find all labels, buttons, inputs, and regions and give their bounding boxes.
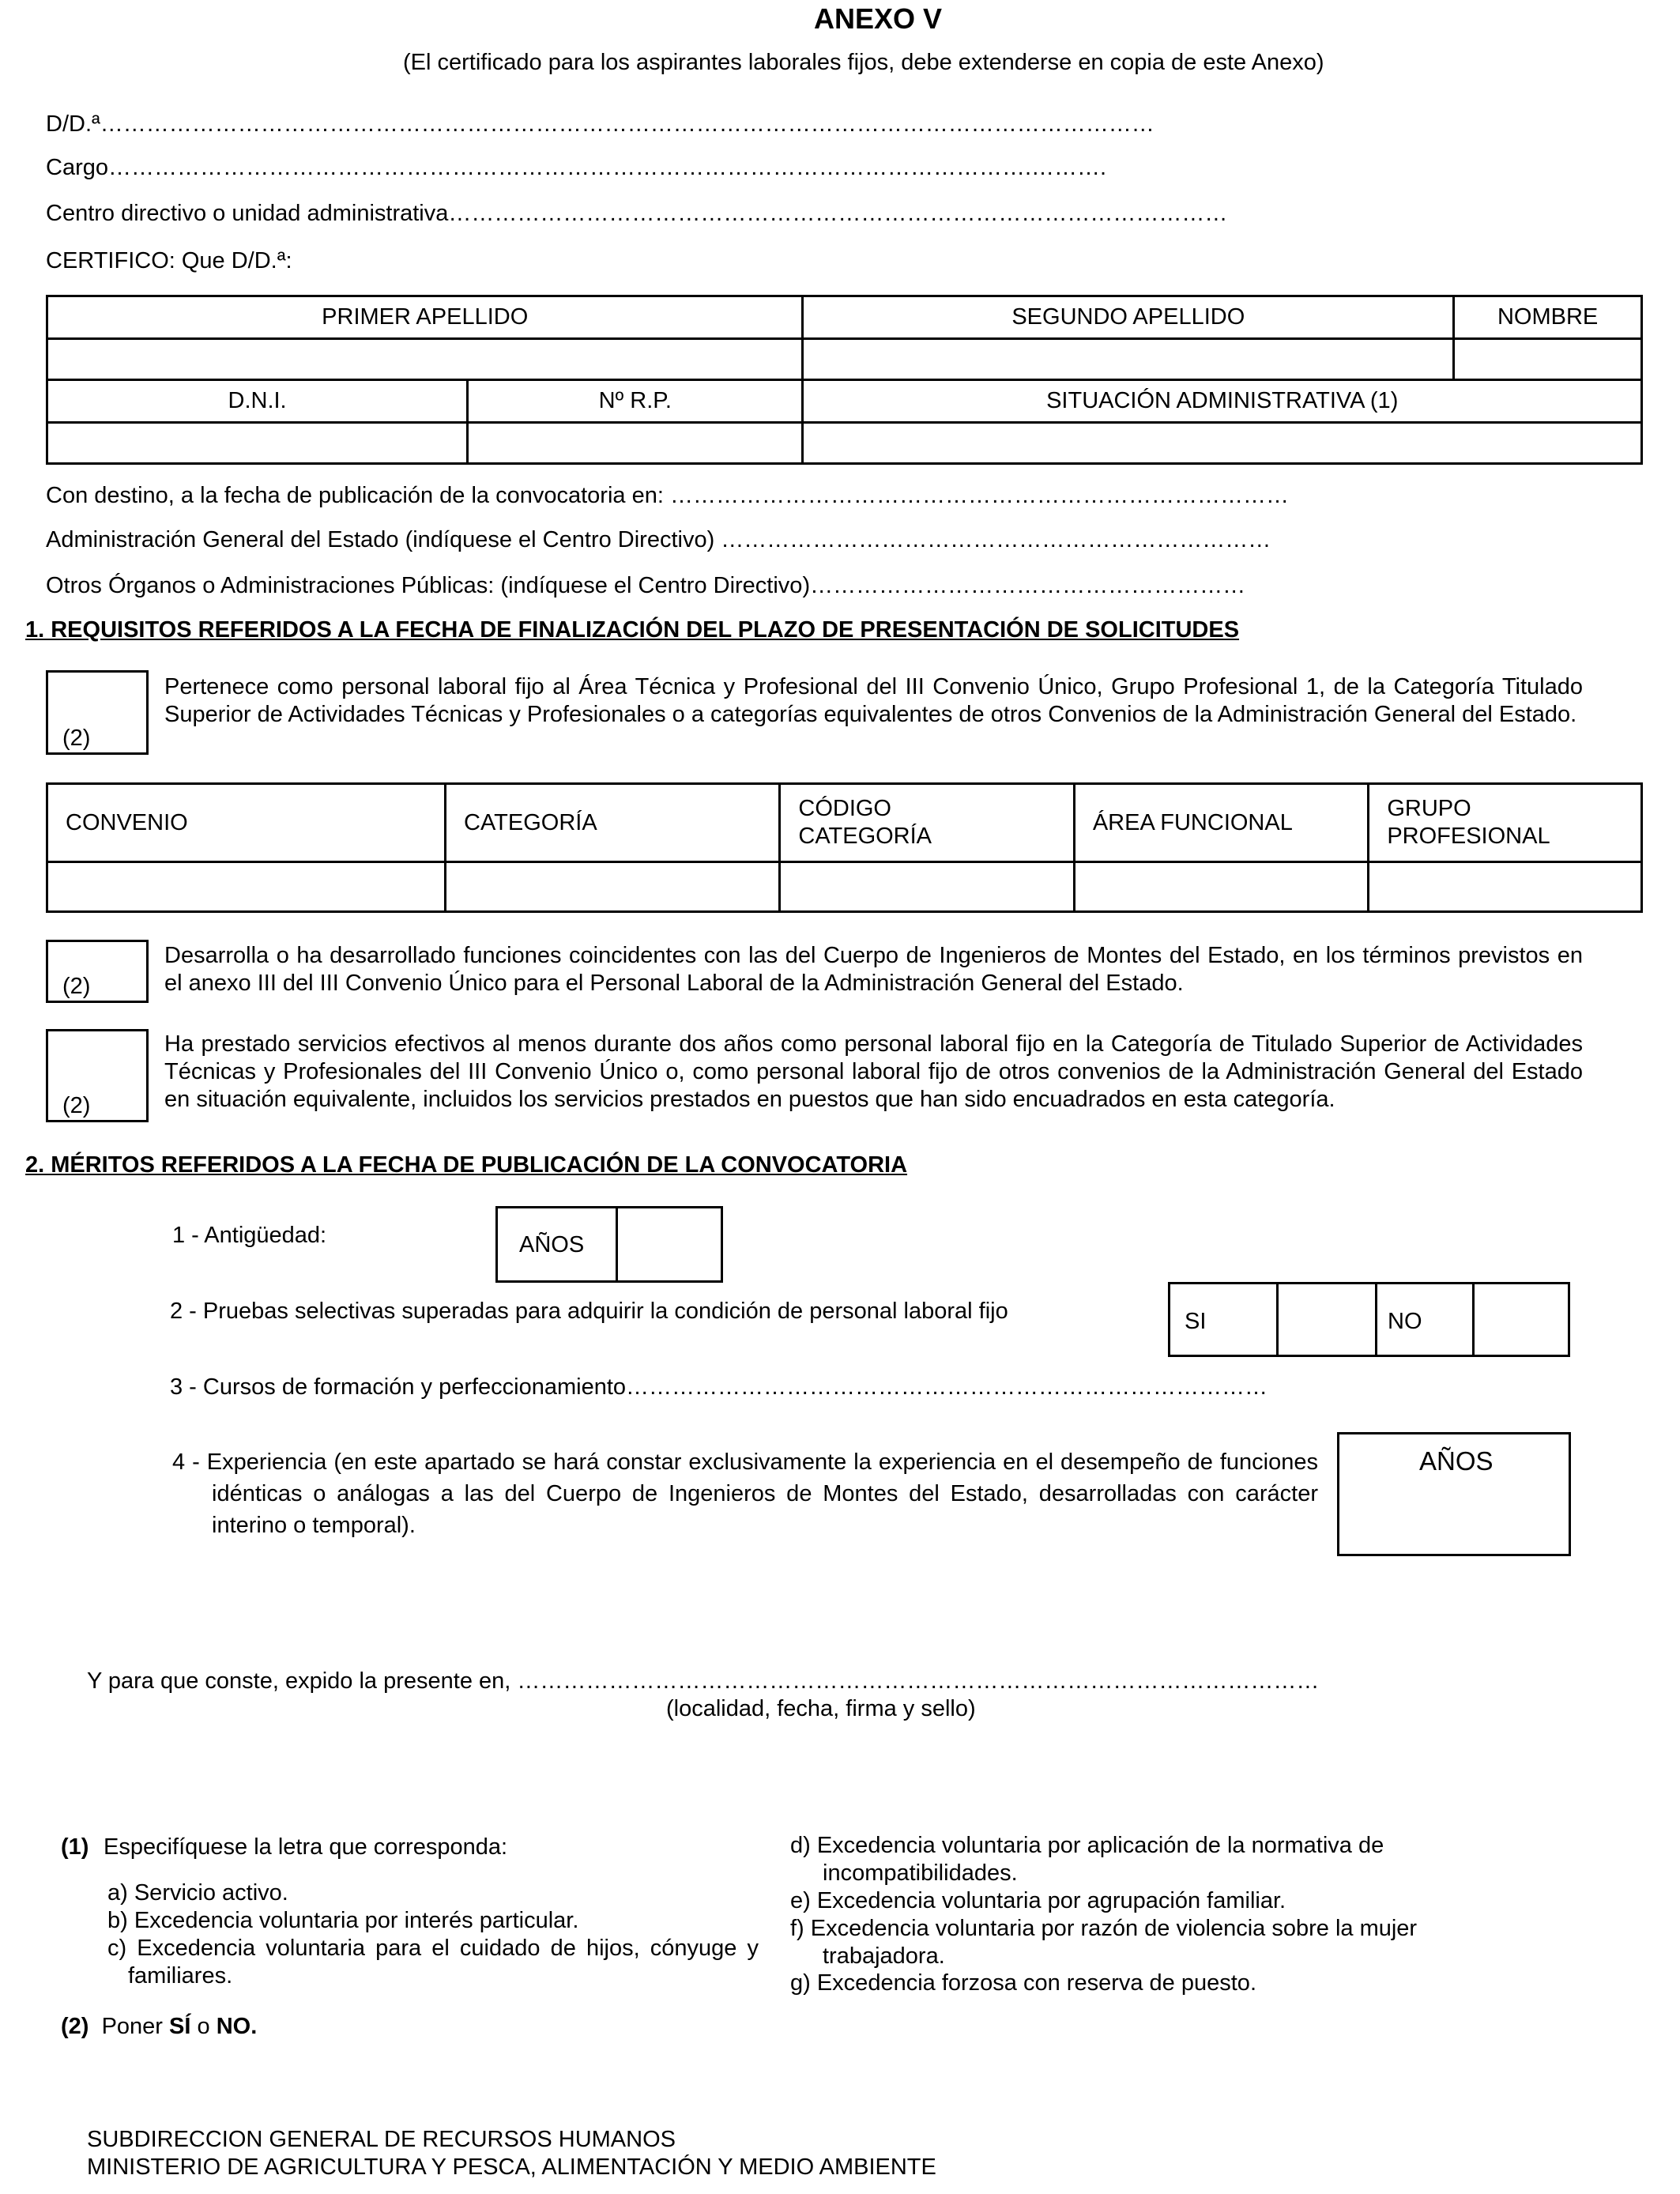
- grupo-line1: GRUPO: [1387, 796, 1471, 822]
- note2-pre: Poner: [101, 2014, 170, 2039]
- note1-text: Especifíquese la letra que corresponda:: [104, 1834, 508, 1860]
- grupo-profesional-header: [1369, 784, 1642, 862]
- categoria-input[interactable]: [446, 862, 780, 912]
- age-centro-line: Administración General del Estado (indíquese el Centro Directivo) ………………………………………………………………: [46, 527, 1271, 552]
- page-subtitle: (El certificado para los aspirantes laborales fijos, debe extenderse en copia de este Anexo): [403, 50, 1324, 75]
- experiencia-text-content: 4 - Experiencia (en este apartado se hará constar exclusivamente la experiencia en el desempeño de funciones idénticas o análogas a las del Cuerpo de Ingenieros de Montes del Estado, desarrolladas con carácter interino o temporal).: [172, 1449, 1318, 1538]
- cargo-field-line: Cargo………………………………………………………………………………………………………….……….: [46, 155, 1107, 180]
- situacion-header: SITUACIÓN ADMINISTRATIVA (1): [803, 380, 1642, 423]
- req1-box-label: (2): [62, 726, 91, 752]
- grupo-line2: PROFESIONAL: [1387, 824, 1550, 849]
- codigo-line2: CATEGORÍA: [798, 824, 932, 849]
- categoria-header: CATEGORÍA: [446, 784, 780, 862]
- req2-box-label: (2): [62, 974, 91, 1000]
- note1-e: e) Excedencia voluntaria por agrupación familiar.: [790, 1888, 1286, 1913]
- si-input[interactable]: [1276, 1282, 1377, 1357]
- primer-apellido-header: PRIMER APELLIDO: [47, 296, 803, 339]
- destino-line: Con destino, a la fecha de publicación de la convocatoria en: ………………………………………………………………………: [46, 483, 1289, 508]
- codigo-categoria-header: [780, 784, 1074, 862]
- cursos-line: 3 - Cursos de formación y perfeccionamiento…………………………………………………………………………: [170, 1374, 1268, 1400]
- si-label-cell: [1168, 1282, 1279, 1357]
- primer-apellido-input[interactable]: [47, 339, 803, 380]
- experiencia-anos-label: AÑOS: [1419, 1446, 1494, 1476]
- codigo-categoria-input[interactable]: [780, 862, 1074, 912]
- dd-field-line: D/D.ª…………………………………………………………………………………………………………………………: [46, 111, 1155, 137]
- segundo-apellido-header: SEGUNDO APELLIDO: [803, 296, 1454, 339]
- note2: [61, 2013, 257, 2041]
- nrp-input[interactable]: [468, 423, 803, 464]
- antiguedad-anos-label-cell: [495, 1206, 618, 1283]
- experiencia-anos-box[interactable]: [1337, 1432, 1571, 1556]
- nombre-input[interactable]: [1454, 339, 1642, 380]
- centro-field-line: Centro directivo o unidad administrativa…………………………………………………………………………………………: [46, 201, 1228, 226]
- closing-sub: (localidad, fecha, firma y sello): [666, 1696, 976, 1721]
- otros-organos-line: Otros Órganos o Administraciones Públicas: (indíquese el Centro Directivo)…………………………………………………: [46, 573, 1246, 598]
- note1-g: g) Excedencia forzosa con reserva de puesto.: [790, 1970, 1256, 1996]
- no-input[interactable]: [1472, 1282, 1570, 1357]
- dni-input[interactable]: [47, 423, 468, 464]
- grupo-profesional-input[interactable]: [1369, 862, 1642, 912]
- section2-heading: 2. MÉRITOS REFERIDOS A LA FECHA DE PUBLICACIÓN DE LA CONVOCATORIA: [25, 1152, 908, 1178]
- convenio-table: [46, 782, 1643, 913]
- antiguedad-anos-label: AÑOS: [519, 1232, 585, 1257]
- req3-checkbox[interactable]: [46, 1029, 149, 1122]
- area-funcional-header: ÁREA FUNCIONAL: [1074, 784, 1368, 862]
- section1-heading: 1. REQUISITOS REFERIDOS A LA FECHA DE FINALIZACIÓN DEL PLAZO DE PRESENTACIÓN DE SOLICITUDES: [25, 617, 1240, 643]
- nombre-header: NOMBRE: [1454, 296, 1642, 339]
- antiguedad-anos-input[interactable]: [616, 1206, 723, 1283]
- no-label: NO: [1388, 1309, 1422, 1334]
- page-title: ANEXO V: [814, 2, 943, 35]
- req3-text: Ha prestado servicios efectivos al menos durante dos años como personal laboral fijo en la Categoría de Titulado Superior de Actividades Técnicas y Profesionales del III Convenio Único o, como personal laboral fijo de otros convenios de la Administración General del Estado en situación equivalente, incluidos los servicios prestados en puestos que han sido encuadrados en esta categoría.: [164, 1031, 1583, 1112]
- req2-checkbox[interactable]: [46, 940, 149, 1003]
- pruebas-label: 2 - Pruebas selectivas superadas para adquirir la condición de personal laboral fijo: [170, 1299, 1008, 1324]
- footer-line1: SUBDIRECCION GENERAL DE RECURSOS HUMANOS: [87, 2127, 676, 2152]
- situacion-input[interactable]: [803, 423, 1642, 464]
- personal-data-table: [46, 295, 1643, 465]
- req1-text: Pertenece como personal laboral fijo al Área Técnica y Profesional del III Convenio Único, Grupo Profesional 1, de la Categoría Titulado Superior de Actividades Técnicas y Profesionales o a categorías equivalentes de otros Convenios de la Administración General del Estado.: [164, 674, 1583, 727]
- footer-line2: MINISTERIO DE AGRICULTURA Y PESCA, ALIMENTACIÓN Y MEDIO AMBIENTE: [87, 2154, 936, 2180]
- convenio-header: CONVENIO: [47, 784, 446, 862]
- note1-number: (1): [61, 1834, 89, 1860]
- note1-b: b) Excedencia voluntaria por interés particular.: [107, 1908, 579, 1933]
- note2-no: NO.: [216, 2014, 258, 2039]
- experiencia-text: [172, 1446, 1318, 1541]
- note2-si: SÍ: [169, 2014, 191, 2039]
- no-label-cell: [1375, 1282, 1475, 1357]
- note2-number: (2): [61, 2014, 89, 2039]
- req3-box-label: (2): [62, 1093, 91, 1119]
- dni-header: D.N.I.: [47, 380, 468, 423]
- note2-mid: o: [190, 2014, 217, 2039]
- antiguedad-label: 1 - Antigüedad:: [172, 1223, 327, 1248]
- note1-c: c) Excedencia voluntaria para el cuidado de hijos, cónyuge y familiares.: [107, 1936, 759, 1989]
- nrp-header: Nº R.P.: [468, 380, 803, 423]
- note1-d: d) Excedencia voluntaria por aplicación de la normativa de incompatibilidades.: [790, 1833, 1384, 1886]
- note1-f: f) Excedencia voluntaria por razón de violencia sobre la mujer trabajadora.: [790, 1916, 1418, 1969]
- closing-line: Y para que conste, expido la presente en, ……………………………………………………………………………………………: [87, 1668, 1320, 1694]
- convenio-input[interactable]: [47, 862, 446, 912]
- note1-a: a) Servicio activo.: [107, 1880, 288, 1906]
- segundo-apellido-input[interactable]: [803, 339, 1454, 380]
- area-funcional-input[interactable]: [1074, 862, 1368, 912]
- req1-checkbox[interactable]: [46, 670, 149, 755]
- certifico-label: CERTIFICO: Que D/D.ª:: [46, 248, 292, 273]
- codigo-line1: CÓDIGO: [798, 796, 891, 822]
- si-label: SI: [1185, 1309, 1207, 1334]
- req2-text: Desarrolla o ha desarrollado funciones coincidentes con las del Cuerpo de Ingenieros de Montes del Estado, en los términos previstos en el anexo III del III Convenio Único para el Personal Laboral de la Administración General del Estado.: [164, 943, 1583, 996]
